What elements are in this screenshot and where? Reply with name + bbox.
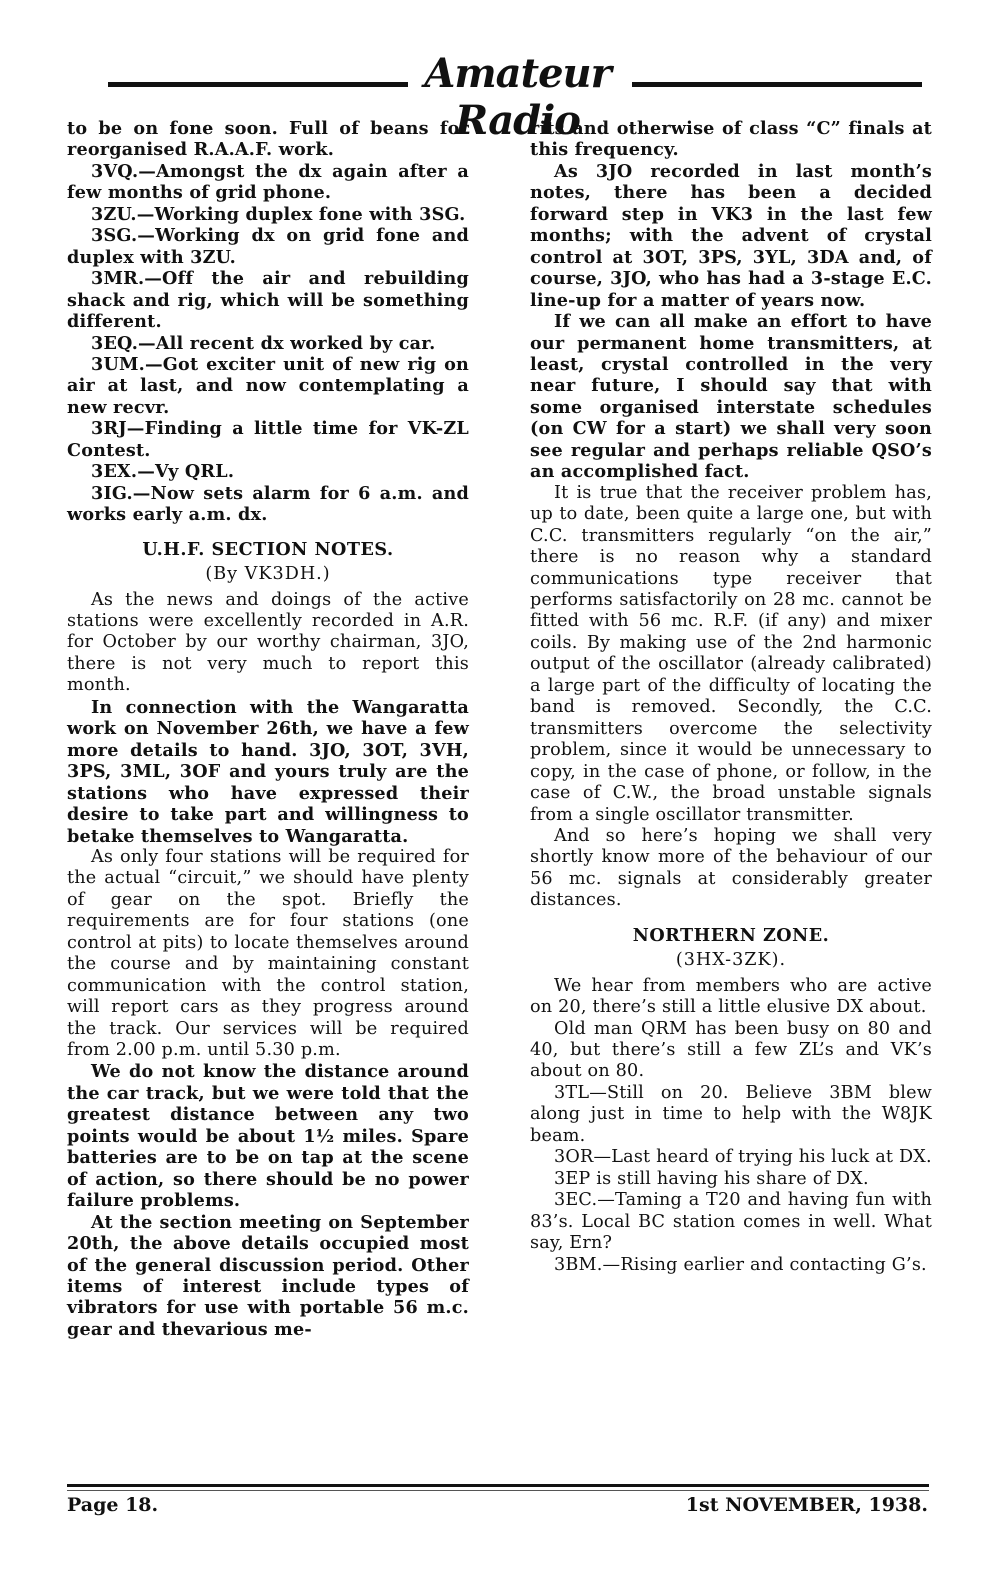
paragraph: In connection with the Wangaratta work on November 26th, we have a few more details to hand. 3JO, 3OT, 3VH, 3PS, 3ML, 3OF and yours truly are the stations who have expressed their desire to take part and willingness to betake themselves to Wangaratta. <box>67 696 469 847</box>
paragraph: rits and otherwise of class “C” finals at this frequency. <box>530 118 932 161</box>
left-column <box>67 118 469 1340</box>
paragraph: 3MR.—Off the air and rebuilding shack and rig, which will be something different. <box>67 268 469 333</box>
paragraph: to be on fone soon. Full of beans for reorganised R.A.A.F. work. <box>67 118 469 161</box>
paragraph: 3IG.—Now sets alarm for 6 a.m. and works early a.m. dx. <box>67 482 469 526</box>
paragraph: 3EC.—Taming a T20 and having fun with 83’s. Local BC station comes in well. What say, Ern? <box>530 1190 932 1254</box>
section-heading-uhf: U.H.F. SECTION NOTES. <box>142 538 394 560</box>
paragraph: 3TL—Still on 20. Believe 3BM blew along just in time to help with the W8JK beam. <box>530 1082 932 1146</box>
paragraph: 3EP is still having his share of DX. <box>554 1168 869 1189</box>
section-byline-northern-zone: (3HX-3ZK). <box>675 950 787 971</box>
paragraph: 3UM.—Got exciter unit of new rig on air at last, and now contemplating a new recvr. <box>67 353 469 418</box>
paragraph: We hear from members who are active on 20, there’s still a little elusive DX about. <box>530 975 932 1018</box>
paragraph: At the section meeting on September 20th, the above details occupied most of the general discussion period. Other items of interest include types of vibrators for use with portable 56 m.c. gear and thevarious me- <box>67 1211 469 1340</box>
masthead-rule-right <box>632 82 922 87</box>
right-column <box>530 118 932 1276</box>
paragraph: As the news and doings of the active stations were excellently recorded in A.R. for October by our worthy chairman, 3JO, there is not very much to report this month. <box>67 589 469 696</box>
paragraph: Old man QRM has been busy on 80 and 40, but there’s still a few ZL’s and VK’s about on 80. <box>530 1018 932 1082</box>
paragraph: We do not know the distance around the car track, but we were told that the greatest distance between any two points would be about 1½ miles. Spare batteries are to be on tap at the scene of action, so there should be no power failure problems. <box>67 1061 469 1212</box>
paragraph: And so here’s hoping we shall very shortly know more of the behaviour of our 56 mc. signals at considerably greater distances. <box>530 825 932 911</box>
section-heading-northern-zone: NORTHERN ZONE. <box>632 924 830 946</box>
footer-rule <box>67 1484 929 1487</box>
masthead-title: Amateur Radio <box>424 50 611 144</box>
footer-rule-thin <box>67 1490 929 1491</box>
paragraph: 3SG.—Working dx on grid fone and duplex with 3ZU. <box>67 225 469 268</box>
paragraph: 3OR—Last heard of trying his luck at DX. <box>554 1147 932 1168</box>
masthead-rule-left <box>108 82 408 87</box>
paragraph: As only four stations will be required for the actual “circuit,” we should have plenty of gear on the spot. Briefly the requirements are for four stations (one control at pits) to locate themselves around the course and by maintaining constant communication with the control station, will report cars as they progress around the track. Our services will be required from 2.00 p.m. until 5.30 p.m. <box>67 846 469 1061</box>
paragraph: It is true that the receiver problem has, up to date, been quite a large one, but with C.C. transmitters regularly “on the air,” there is no reason why a standard communications type receiver that performs satisfactorily on 28 mc. cannot be fitted with 56 mc. R.F. (if any) and mixer coils. By making use of the 2nd harmonic output of the oscillator (already calibrated) a large part of the difficulty of locating the band is removed. Secondly, the C.C. transmitters overcome the selectivity problem, since it would be unnecessary to copy, in the case of phone, or follow, in the case of C.W., the broad unstable signals from a single oscillator transmitter. <box>530 482 932 825</box>
paragraph: 3RJ—Finding a little time for VK-ZL Contest. <box>67 418 469 461</box>
paragraph: 3ZU.—Working duplex fone with 3SG. <box>91 203 466 225</box>
paragraph: 3EX.—Vy QRL. <box>91 461 235 483</box>
section-byline-uhf: (By VK3DH.) <box>205 564 331 585</box>
paragraph: 3EQ.—All recent dx worked by car. <box>91 332 436 354</box>
paragraph: 3BM.—Rising earlier and contacting G’s. <box>554 1254 927 1275</box>
page-number: Page 18. <box>67 1494 159 1516</box>
paragraph: 3VQ.—Amongst the dx again after a few months of grid phone. <box>67 160 469 204</box>
paragraph: As 3JO recorded in last month’s notes, there has been a decided forward step in VK3 in the last few months; with the advent of crystal control at 3OT, 3PS, 3YL, 3DA and, of course, 3JO, who has had a 3-stage E.C. line-up for a matter of years now. <box>530 160 932 311</box>
issue-date: 1st NOVEMBER, 1938. <box>685 1494 928 1516</box>
paragraph: If we can all make an effort to have our permanent home transmitters, at least, crystal controlled in the very near future, I should say that with some organised interstate schedules (on CW for a start) we shall very soon see regular and perhaps reliable QSO’s an accomplished fact. <box>530 311 932 483</box>
